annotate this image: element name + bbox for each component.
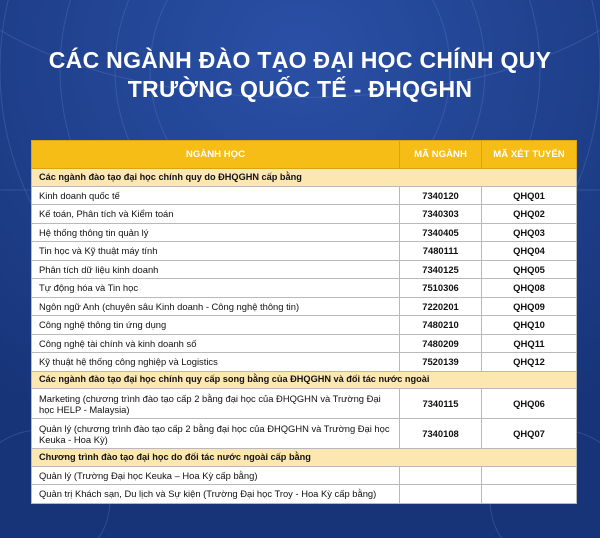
major-name-cell: Công nghệ tài chính và kinh doanh số — [32, 334, 400, 353]
table-row — [32, 260, 577, 279]
admission-code-cell: QHQ07 — [482, 419, 577, 449]
table-row — [32, 279, 577, 298]
major-name-cell: Quản lý (chương trình đào tạo cấp 2 bằng đại học của ĐHQGHN và Trường Đại học Keuka - Hoa Kỳ) — [32, 419, 400, 449]
major-code-cell: 7480210 — [400, 316, 482, 335]
title-line-2: TRƯỜNG QUỐC TẾ - ĐHQGHN — [127, 76, 473, 102]
title-line-1: CÁC NGÀNH ĐÀO TẠO ĐẠI HỌC CHÍNH QUY — [48, 47, 552, 73]
major-code-cell: 7340405 — [400, 223, 482, 242]
major-name-cell: Ngôn ngữ Anh (chuyên sâu Kinh doanh - Công nghệ thông tin) — [32, 297, 400, 316]
major-name-cell: Hệ thống thông tin quản lý — [32, 223, 400, 242]
major-name-cell: Kinh doanh quốc tế — [32, 186, 400, 205]
column-header-major: NGÀNH HỌC — [32, 141, 400, 169]
admission-code-cell — [482, 466, 577, 485]
admission-code-cell: QHQ08 — [482, 279, 577, 298]
page-title — [0, 46, 600, 104]
major-name-cell: Kế toán, Phân tích và Kiểm toán — [32, 205, 400, 224]
table-row — [32, 353, 577, 372]
admission-code-cell: QHQ10 — [482, 316, 577, 335]
section-header-row — [32, 169, 577, 187]
table-row — [32, 297, 577, 316]
table-header-row — [32, 141, 577, 169]
admission-code-cell: QHQ01 — [482, 186, 577, 205]
major-name-cell: Quản trị Khách sạn, Du lịch và Sự kiện (Trường Đại học Troy - Hoa Kỳ cấp bằng) — [32, 485, 400, 504]
major-code-cell: 7340115 — [400, 389, 482, 419]
column-header-major-code: MÃ NGÀNH — [400, 141, 482, 169]
major-code-cell — [400, 485, 482, 504]
major-name-cell: Công nghệ thông tin ứng dụng — [32, 316, 400, 335]
section-header-row — [32, 371, 577, 389]
admission-code-cell — [482, 485, 577, 504]
admission-code-cell: QHQ09 — [482, 297, 577, 316]
major-code-cell: 7340125 — [400, 260, 482, 279]
section-title: Chương trình đào tạo đại học do đối tác nước ngoài cấp bằng — [32, 449, 577, 467]
major-name-cell: Tự động hóa và Tin học — [32, 279, 400, 298]
admission-code-cell: QHQ12 — [482, 353, 577, 372]
table-row — [32, 242, 577, 261]
major-name-cell: Tin học và Kỹ thuật máy tính — [32, 242, 400, 261]
table-row — [32, 419, 577, 449]
section-title: Các ngành đào tạo đại học chính quy do ĐHQGHN cấp bằng — [32, 169, 577, 187]
admission-code-cell: QHQ03 — [482, 223, 577, 242]
admission-code-cell: QHQ05 — [482, 260, 577, 279]
admission-code-cell: QHQ11 — [482, 334, 577, 353]
major-code-cell: 7340303 — [400, 205, 482, 224]
major-code-cell — [400, 466, 482, 485]
major-name-cell: Phân tích dữ liệu kinh doanh — [32, 260, 400, 279]
major-name-cell: Marketing (chương trình đào tạo cấp 2 bằng đại học của ĐHQGHN và Trường Đại học HELP - Malaysia) — [32, 389, 400, 419]
major-code-cell: 7220201 — [400, 297, 482, 316]
major-code-cell: 7480111 — [400, 242, 482, 261]
major-name-cell: Quản lý (Trường Đại học Keuka – Hoa Kỳ cấp bằng) — [32, 466, 400, 485]
table-row — [32, 316, 577, 335]
section-title: Các ngành đào tạo đại học chính quy cấp song bằng của ĐHQGHN và đối tác nước ngoài — [32, 371, 577, 389]
column-header-admission-code: MÃ XÉT TUYỂN — [482, 141, 577, 169]
major-name-cell: Kỹ thuật hệ thống công nghiệp và Logistics — [32, 353, 400, 372]
table-row — [32, 223, 577, 242]
majors-table — [31, 140, 577, 504]
admission-code-cell: QHQ04 — [482, 242, 577, 261]
section-header-row — [32, 449, 577, 467]
major-code-cell: 7340108 — [400, 419, 482, 449]
table-row — [32, 205, 577, 224]
major-code-cell: 7480209 — [400, 334, 482, 353]
major-code-cell: 7340120 — [400, 186, 482, 205]
table-row — [32, 186, 577, 205]
major-code-cell: 7510306 — [400, 279, 482, 298]
table-row — [32, 485, 577, 504]
table-row — [32, 334, 577, 353]
table-row — [32, 466, 577, 485]
admission-code-cell: QHQ06 — [482, 389, 577, 419]
table-row — [32, 389, 577, 419]
major-code-cell: 7520139 — [400, 353, 482, 372]
admission-code-cell: QHQ02 — [482, 205, 577, 224]
